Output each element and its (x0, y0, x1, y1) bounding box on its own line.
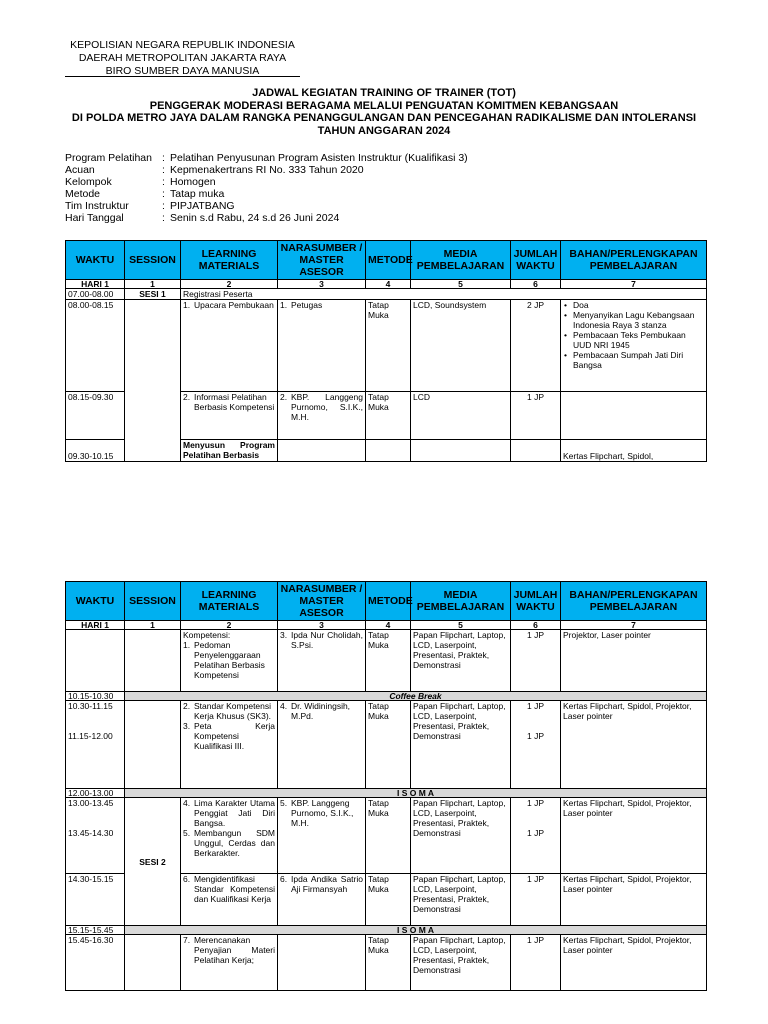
jumlah-value: 1 JP (526, 731, 544, 741)
col-media: MEDIA PEMBELAJARAN (411, 582, 511, 621)
info-row: Kelompok : Homogen (65, 176, 216, 188)
learning-heading: Kompetensi: (183, 630, 231, 640)
info-row: Program Pelatihan : Pelatihan Penyusunan Program Asisten Instruktur (Kualifikasi 3) (65, 152, 468, 164)
table-header-row (66, 241, 707, 280)
narasumber-cell (278, 935, 366, 991)
learning-text: Lima Karakter Utama Penggiat Jati Diri Bangsa. (194, 798, 275, 828)
learning-text: Mengidentifikasi Standar Kompetensi dan Kualifikasi Kerja (194, 874, 275, 904)
bahan-cell: Kertas Flipchart, Spidol, Projektor, Laser pointer (561, 798, 707, 874)
item-number: 2. (183, 392, 191, 402)
col-narasumber: NARASUMBER / MASTER ASESOR (278, 241, 366, 280)
jumlah-cell (511, 701, 561, 789)
table-row (66, 935, 707, 991)
jumlah-value: 1 JP (526, 701, 544, 711)
jumlah-cell (511, 440, 561, 462)
time-cell: 10.15-10.30 (66, 692, 125, 701)
media-cell: LCD (411, 392, 511, 440)
metode-cell: Tatap Muka (366, 392, 411, 440)
learning-cell (181, 392, 278, 440)
time-cell: 08.00-08.15 (66, 300, 125, 392)
isoma-label: I S O M A (125, 789, 707, 798)
time-cell (66, 701, 125, 789)
narasumber-text: Ipda Andika Satrio Aji Firmansyah (291, 874, 363, 894)
schedule-table-1 (65, 240, 707, 462)
column-number: 4 (366, 280, 411, 289)
item-number: 4. (280, 701, 288, 711)
info-row: Tim Instruktur : PIPJATBANG (65, 200, 235, 212)
media-cell: Papan Flipchart, Laptop, LCD, Laserpoint, Presentasi, Praktek, Demonstrasi (411, 701, 511, 789)
title-line-4: TAHUN ANGGARAN 2024 (317, 124, 451, 137)
item-number: 7. (183, 935, 191, 945)
session-cell (125, 300, 181, 462)
letterhead-line-3: BIRO SUMBER DAYA MANUSIA (105, 65, 260, 77)
col-learning: LEARNING MATERIALS (181, 241, 278, 280)
learning-text: Informasi Pelatihan Berbasis Kompetensi (194, 392, 275, 412)
col-jumlah: JUMLAH WAKTU (511, 582, 561, 621)
column-number: 5 (411, 280, 511, 289)
column-number: 7 (561, 621, 707, 630)
item-number: 3. (280, 630, 288, 640)
info-value: Senin s.d Rabu, 24 s.d 26 Juni 2024 (170, 212, 340, 224)
coffee-break-label: Coffee Break (125, 692, 707, 701)
narasumber-cell (278, 630, 366, 692)
narasumber-text: Petugas (291, 300, 323, 310)
info-label: Hari Tanggal (65, 212, 124, 224)
learning-text: Pedoman Penyelenggaraan Pelatihan Berbasis Kompetensi (194, 640, 265, 680)
bahan-cell: Kertas Flipchart, Spidol, Projektor, Laser pointer (561, 874, 707, 926)
letterhead-underline (65, 76, 300, 77)
learning-cell (181, 935, 278, 991)
metode-cell: Tatap Muka (366, 630, 411, 692)
item-number: 2. (183, 701, 191, 711)
learning-text: Membangun SDM Unggul, Cerdas dan Berkarakter. (194, 828, 275, 858)
narasumber-cell (278, 300, 366, 392)
learning-cell (181, 300, 278, 392)
learning-cell: Registrasi Peserta (181, 289, 707, 300)
item-number: 1. (183, 300, 191, 310)
session-cell (125, 701, 181, 789)
item-number: 1. (280, 300, 288, 310)
time-cell: 07.00-08.00 (66, 289, 125, 300)
media-cell: Papan Flipchart, Laptop, LCD, Laserpoint, Presentasi, Praktek, Demonstrasi (411, 630, 511, 692)
jumlah-cell: 1 JP (511, 630, 561, 692)
column-number: 5 (411, 621, 511, 630)
col-metode: METODE (366, 241, 411, 280)
narasumber-cell (278, 874, 366, 926)
column-number: 3 (278, 280, 366, 289)
col-media: MEDIA PEMBELAJARAN (411, 241, 511, 280)
narasumber-text: KBP. Langgeng Purnomo, S.I.K., M.H. (291, 392, 363, 422)
info-value: Pelatihan Penyusunan Program Asisten Instruktur (Kualifikasi 3) (170, 152, 468, 164)
schedule-table-2 (65, 581, 707, 991)
time-value: 13.45-14.30 (68, 828, 114, 838)
learning-cell (181, 701, 278, 789)
bahan-cell: Projektor, Laser pointer (561, 630, 707, 692)
jumlah-cell: 2 JP (511, 300, 561, 392)
metode-cell: Tatap Muka (366, 798, 411, 874)
bahan-cell: Kertas Flipchart, Spidol, Projektor, Laser pointer (561, 701, 707, 789)
column-number: 1 (125, 280, 181, 289)
list-item: • Menyanyikan Lagu Kebangsaan Indonesia Raya 3 stanza (563, 310, 704, 330)
info-label: Metode (65, 188, 101, 200)
metode-cell: Tatap Muka (366, 701, 411, 789)
item-number: 3. (183, 721, 191, 731)
isoma-row (66, 789, 707, 798)
session-cell: SESI 1 (125, 289, 181, 300)
day-label: HARI 1 (66, 280, 125, 289)
narasumber-cell (278, 798, 366, 874)
learning-text: Merencanakan Penyajian Materi Pelatihan Kerja; (194, 935, 275, 965)
table-header-row (66, 582, 707, 621)
media-cell: LCD, Soundsystem (411, 300, 511, 392)
item-number: 4. (183, 798, 191, 808)
col-session: SESSION (125, 582, 181, 621)
bahan-cell (561, 300, 707, 392)
info-label: Acuan (65, 164, 95, 176)
item-number: 1. (183, 640, 191, 650)
title-line-1: JADWAL KEGIATAN TRAINING OF TRAINER (TOT) (252, 87, 516, 99)
info-label: Tim Instruktur (65, 200, 129, 212)
learning-text: Standar Kompetensi Kerja Khusus (SK3). (194, 701, 272, 721)
coffee-break-row (66, 692, 707, 701)
col-waktu: WAKTU (66, 582, 125, 621)
jumlah-cell: 1 JP (511, 935, 561, 991)
time-value: 13.00-13.45 (68, 798, 114, 808)
jumlah-cell (511, 798, 561, 874)
letterhead (65, 39, 300, 78)
narasumber-text: KBP. Langgeng Purnomo, S.I.K., M.H. (291, 798, 354, 828)
learning-cell (181, 798, 278, 874)
session-cell: SESI 2 (125, 798, 181, 926)
col-learning: LEARNING MATERIALS (181, 582, 278, 621)
column-number: 6 (511, 280, 561, 289)
time-value: 10.30-11.15 (68, 701, 113, 711)
bahan-cell: Kertas Flipchart, Spidol, (561, 440, 707, 462)
info-label: Program Pelatihan (65, 152, 152, 164)
narasumber-text: Dr. Widiningsih, M.Pd. (291, 701, 351, 721)
col-jumlah: JUMLAH WAKTU (511, 241, 561, 280)
learning-text: Peta Kerja Kompetensi Kualifikasi III. (194, 721, 275, 751)
program-info (65, 152, 468, 224)
info-row: Metode : Tatap muka (65, 188, 225, 200)
learning-text: Upacara Pembukaan (194, 300, 274, 310)
title-line-3: DI POLDA METRO JAYA DALAM RANGKA PENANGGULANGAN DAN PENCEGAHAN RADIKALISME DAN INTOLERANSI (71, 112, 697, 124)
narasumber-text: Ipda Nur Cholidah, S.Psi. (291, 630, 363, 650)
narasumber-cell (278, 392, 366, 440)
column-number-row (66, 621, 707, 630)
time-cell: 12.00-13.00 (66, 789, 125, 798)
jumlah-value: 1 JP (526, 798, 544, 808)
time-cell: 14.30-15.15 (66, 874, 125, 926)
metode-cell: Tatap Muka (366, 874, 411, 926)
time-cell (66, 630, 125, 692)
learning-cell: Menyusun Program Pelatihan Berbasis (181, 440, 278, 462)
column-number-row (66, 280, 707, 289)
table-row (66, 701, 707, 789)
time-cell: 15.45-16.30 (66, 935, 125, 991)
isoma-row (66, 926, 707, 935)
session-cell (125, 935, 181, 991)
letterhead-line-1: KEPOLISIAN NEGARA REPUBLIK INDONESIA (70, 39, 295, 51)
column-number: 3 (278, 621, 366, 630)
isoma-label: I S O M A (125, 926, 707, 935)
table-row (66, 630, 707, 692)
table-row (66, 289, 707, 300)
learning-cell (181, 630, 278, 692)
table-row (66, 300, 707, 392)
list-item: • Pembacaan Teks Pembukaan UUD NRI 1945 (563, 330, 704, 350)
learning-cell (181, 874, 278, 926)
column-number: 2 (181, 280, 278, 289)
info-label: Kelompok (65, 176, 112, 188)
list-item: • Doa (563, 300, 704, 310)
col-bahan: BAHAN/PERLENGKAPAN PEMBELAJARAN (561, 241, 707, 280)
narasumber-cell (278, 440, 366, 462)
item-number: 6. (183, 874, 191, 884)
metode-cell: Tatap Muka (366, 935, 411, 991)
item-number: 5. (183, 828, 191, 838)
time-cell: 09.30-10.15 (66, 440, 125, 462)
day-label: HARI 1 (66, 621, 125, 630)
bahan-list (563, 300, 704, 370)
bahan-cell: Kertas Flipchart, Spidol, Projektor, Laser pointer (561, 935, 707, 991)
media-cell: Papan Flipchart, Laptop, LCD, Laserpoint, Presentasi, Praktek, Demonstrasi (411, 798, 511, 874)
time-cell: 15.15-15.45 (66, 926, 125, 935)
column-number: 1 (125, 621, 181, 630)
jumlah-value: 1 JP (526, 828, 544, 838)
column-number: 2 (181, 621, 278, 630)
jumlah-cell: 1 JP (511, 874, 561, 926)
col-narasumber: NARASUMBER / MASTER ASESOR (278, 582, 366, 621)
col-bahan: BAHAN/PERLENGKAPAN PEMBELAJARAN (561, 582, 707, 621)
narasumber-cell (278, 701, 366, 789)
letterhead-line-2: DAERAH METROPOLITAN JAKARTA RAYA (78, 52, 287, 64)
time-cell: 08.15-09.30 (66, 392, 125, 440)
metode-cell: Tatap Muka (366, 300, 411, 392)
table-row (66, 798, 707, 874)
col-metode: METODE (366, 582, 411, 621)
column-number: 7 (561, 280, 707, 289)
info-value: Kepmenakertrans RI No. 333 Tahun 2020 (170, 164, 364, 176)
time-value: 11.15-12.00 (68, 731, 113, 741)
document-title (40, 87, 728, 137)
bahan-cell (561, 392, 707, 440)
jumlah-cell: 1 JP (511, 392, 561, 440)
media-cell: Papan Flipchart, Laptop, LCD, Laserpoint, Presentasi, Praktek, Demonstrasi (411, 935, 511, 991)
item-number: 5. (280, 798, 288, 808)
item-number: 6. (280, 874, 288, 884)
info-row: Acuan : Kepmenakertrans RI No. 333 Tahun 2020 (65, 164, 364, 176)
info-value: Tatap muka (170, 188, 225, 200)
title-line-2: PENGGERAK MODERASI BERAGAMA MELALUI PENGUATAN KOMITMEN KEBANGSAAN (149, 99, 619, 112)
media-cell (411, 440, 511, 462)
col-session: SESSION (125, 241, 181, 280)
info-value: Homogen (170, 176, 216, 188)
item-number: 2. (280, 392, 288, 402)
col-waktu: WAKTU (66, 241, 125, 280)
session-cell (125, 630, 181, 692)
list-item: • Pembacaan Sumpah Jati Diri Bangsa (563, 350, 704, 370)
info-value: PIPJATBANG (170, 200, 235, 212)
info-row: Hari Tanggal : Senin s.d Rabu, 24 s.d 26 Juni 2024 (65, 212, 340, 224)
time-cell (66, 798, 125, 874)
column-number: 6 (511, 621, 561, 630)
column-number: 4 (366, 621, 411, 630)
metode-cell (366, 440, 411, 462)
media-cell: Papan Flipchart, Laptop, LCD, Laserpoint, Presentasi, Praktek, Demonstrasi (411, 874, 511, 926)
